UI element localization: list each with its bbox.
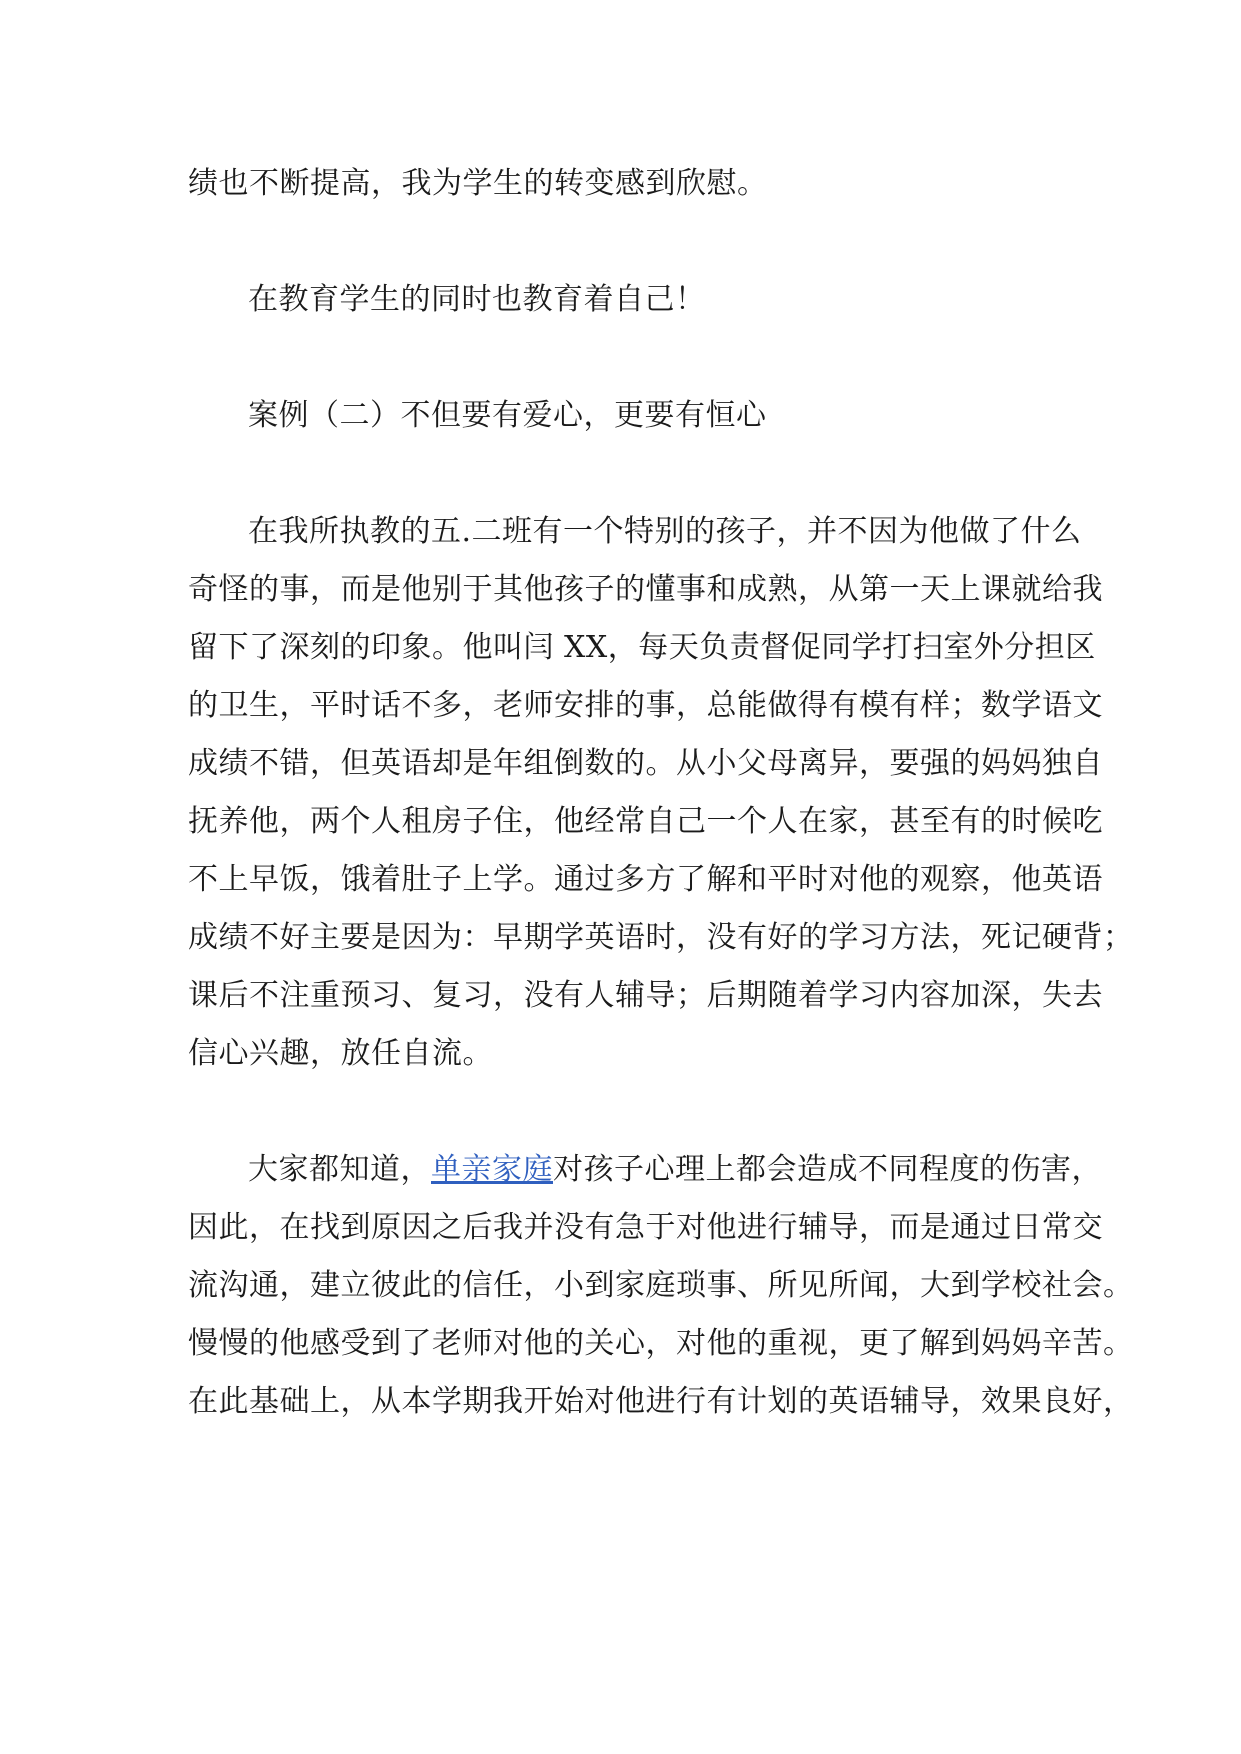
paragraph-line: 绩也不断提高，我为学生的转变感到欣慰。 bbox=[188, 166, 768, 201]
paragraph-line: 课后不注重预习、复习，没有人辅导；后期随着学习内容加深，失去 bbox=[188, 978, 1103, 1013]
paragraph-line: 信心兴趣，放任自流。 bbox=[188, 1036, 493, 1071]
paragraph-line: 在教育学生的同时也教育着自己！ bbox=[248, 282, 706, 317]
paragraph-line: 因此，在找到原因之后我并没有急于对他进行辅导，而是通过日常交 bbox=[188, 1210, 1103, 1245]
paragraph-line: 成绩不好主要是因为：早期学英语时，没有好的学习方法，死记硬背； bbox=[188, 920, 1134, 955]
single-parent-family-link[interactable]: 单亲家庭 bbox=[431, 1152, 553, 1187]
paragraph-line: 在我所执教的五.二班有一个特别的孩子，并不因为他做了什么 bbox=[248, 514, 1082, 549]
paragraph-line: 奇怪的事，而是他别于其他孩子的懂事和成熟，从第一天上课就给我 bbox=[188, 572, 1103, 607]
text-run: 大家都知道， bbox=[248, 1152, 431, 1187]
paragraph-line: 的卫生，平时话不多，老师安排的事，总能做得有模有样；数学语文 bbox=[188, 688, 1103, 723]
paragraph-line: 成绩不错，但英语却是年组倒数的。从小父母离异，要强的妈妈独自 bbox=[188, 746, 1103, 781]
text-run: 对孩子心理上都会造成不同程度的伤害， bbox=[553, 1152, 1102, 1187]
paragraph-line: 流沟通，建立彼此的信任，小到家庭琐事、所见所闻，大到学校社会。 bbox=[188, 1268, 1134, 1303]
section-heading: 案例（二）不但要有爱心，更要有恒心 bbox=[248, 398, 767, 433]
paragraph-line: 不上早饭，饿着肚子上学。通过多方了解和平时对他的观察，他英语 bbox=[188, 862, 1103, 897]
paragraph-line: 留下了深刻的印象。他叫闫 XX，每天负责督促同学打扫室外分担区 bbox=[188, 630, 1096, 665]
paragraph-line: 在此基础上，从本学期我开始对他进行有计划的英语辅导，效果良好， bbox=[188, 1384, 1134, 1419]
paragraph-line bbox=[248, 1150, 1102, 1190]
paragraph-line: 慢慢的他感受到了老师对他的关心，对他的重视，更了解到妈妈辛苦。 bbox=[188, 1326, 1134, 1361]
paragraph-line: 抚养他，两个人租房子住，他经常自己一个人在家，甚至有的时候吃 bbox=[188, 804, 1103, 839]
